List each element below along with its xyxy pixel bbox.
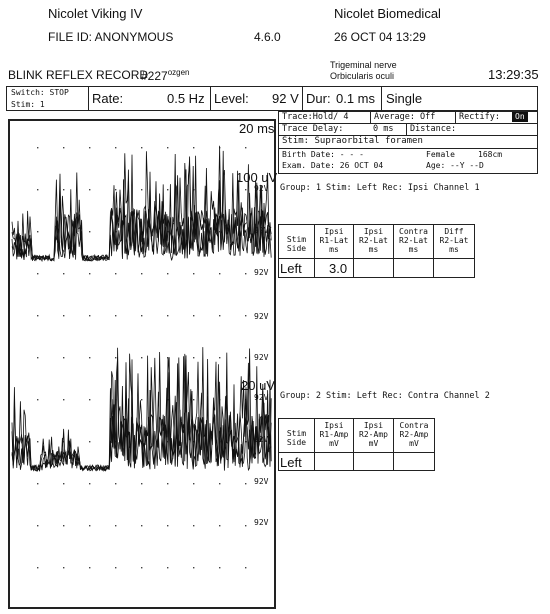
group2-table (278, 418, 435, 471)
group2-caption: Group: 2 Stim: Left Rec: Contra Channel 2 (280, 391, 490, 401)
header-line: Ipsi (363, 421, 384, 430)
exam-date: Exam. Date: 26 OCT 04 (282, 161, 384, 170)
nerve-name: Trigeminal nerve (330, 60, 397, 70)
level-marker: 92V (254, 312, 269, 321)
header-line: R1-Amp (319, 430, 349, 439)
header-unit: ms (329, 245, 339, 254)
header-unit: mV (368, 439, 379, 448)
trace-delay-label: Trace Delay: (282, 124, 344, 134)
header-unit: ms (449, 245, 459, 254)
record-number-main: #227 (141, 69, 168, 83)
header-line: Stim (286, 235, 307, 244)
ch1-sensitivity-label: 100 uV (236, 170, 278, 185)
header-line: Side (286, 244, 307, 253)
file-id: FILE ID: ANONYMOUS (48, 30, 174, 44)
group1-table (278, 224, 475, 278)
group2-header-stim (279, 419, 315, 453)
patient-age: Age: --Y --D (426, 161, 484, 170)
group1-caption: Group: 1 Stim: Left Rec: Ipsi Channel 1 (280, 183, 480, 193)
group2-stim-side: Left (279, 453, 315, 470)
header-unit: mV (409, 439, 419, 448)
header-line: Ipsi (363, 227, 384, 236)
patient-height: 168cm (478, 150, 503, 159)
record-number-suffix: ozgen (167, 68, 190, 77)
company-name: Nicolet Biomedical (334, 6, 441, 21)
group2-ipsi-r2-amp[interactable] (354, 453, 394, 470)
header-line: Contra (399, 227, 428, 236)
header-line: R2-Amp (359, 430, 388, 439)
dur-label: Dur: (306, 91, 331, 106)
group1-header-ipsi-r2 (354, 225, 394, 259)
trace-hold: Trace:Hold/ 4 (282, 112, 349, 122)
record-time: 13:29:35 (488, 67, 539, 82)
group2-header-ipsi-r2 (354, 419, 394, 453)
header-line: R2-Lat (359, 236, 388, 245)
header-unit: ms (408, 245, 419, 254)
header-line: Stim (286, 429, 307, 438)
rate-value: 0.5 Hz (167, 91, 205, 106)
device-name: Nicolet Viking IV (48, 6, 143, 21)
level-marker: 92V (254, 393, 269, 402)
birth-date: Birth Date: - - - (282, 150, 364, 159)
header-line: Contra (399, 421, 429, 430)
level-marker: 92V (254, 518, 269, 527)
dur-value: 0.1 ms (336, 91, 376, 106)
header-unit: ms (368, 245, 379, 254)
header-line: R2-Amp (399, 430, 429, 439)
group1-ipsi-r1-lat[interactable]: 3.0 (315, 259, 354, 277)
group1-diff-r2-lat[interactable] (434, 259, 474, 277)
level-marker: 92V (254, 353, 269, 362)
switch-status: Switch: STOP (11, 88, 69, 97)
level-marker: 92V (254, 184, 269, 193)
time-scale-label: 20 ms (239, 121, 275, 136)
header-line: R2-Lat (439, 236, 469, 245)
stim-count: Stim: 1 (11, 100, 45, 109)
average-setting: Average: Off (374, 112, 436, 122)
rectify-label: Rectify: (459, 112, 500, 122)
stim-mode: Single (386, 91, 423, 106)
level-marker: 92V (254, 435, 269, 444)
group1-header-contra-r2 (394, 225, 434, 259)
group2-header-ipsi-r1 (315, 419, 354, 453)
header-line: Ipsi (324, 421, 344, 430)
distance-label: Distance: (410, 124, 457, 134)
group1-stim-side: Left (279, 259, 315, 277)
group2-contra-r2-amp[interactable] (394, 453, 434, 470)
patient-sex: Female (426, 150, 455, 159)
rectify-value: On (512, 112, 528, 122)
level-marker: 92V (254, 477, 269, 486)
group1-contra-r2-lat[interactable] (394, 259, 434, 277)
header-line: R1-Lat (319, 236, 349, 245)
level-label: Level: (214, 91, 249, 106)
report-datetime: 26 OCT 04 13:29 (334, 30, 426, 44)
trace-delay-value: 0 ms (373, 124, 394, 134)
header-line: Diff (444, 227, 464, 236)
group1-ipsi-r2-lat[interactable] (354, 259, 394, 277)
header-unit: mV (329, 439, 339, 448)
level-value: 92 V (272, 91, 299, 106)
header-line: Side (286, 438, 307, 447)
group1-header-stim (279, 225, 315, 259)
group1-header-diff-r2 (434, 225, 474, 259)
group2-header-contra-r2 (394, 419, 434, 453)
software-version: 4.6.0 (254, 30, 281, 44)
ch2-sensitivity-label: 20 uV (241, 378, 275, 393)
record-title: BLINK REFLEX RECORD (8, 68, 149, 82)
header-line: Ipsi (324, 227, 344, 236)
group2-ipsi-r1-amp[interactable] (315, 453, 354, 470)
header-line: R2-Lat (399, 236, 428, 245)
level-marker: 92V (254, 226, 269, 235)
level-marker: 92V (254, 268, 269, 277)
muscle-name: Orbicularis oculi (330, 71, 395, 81)
stim-site: Stim: Supraorbital foramen (282, 136, 423, 146)
rate-label: Rate: (92, 91, 124, 106)
group1-header-ipsi-r1 (315, 225, 354, 259)
